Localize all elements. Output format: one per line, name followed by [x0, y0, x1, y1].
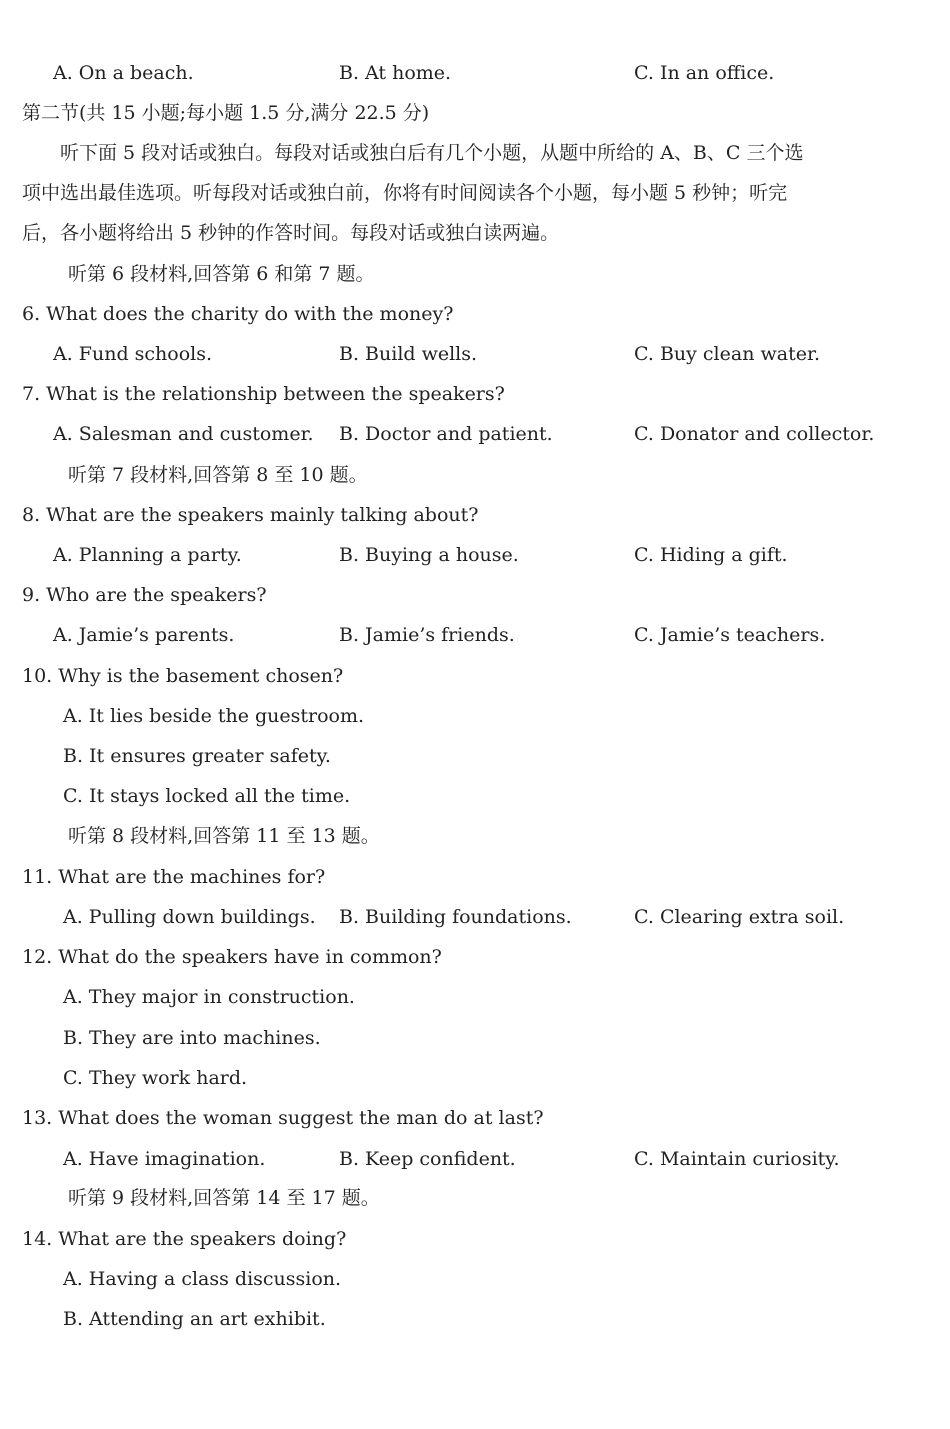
- question-9: [0, 580, 950, 610]
- instructions-line-3: 后，各小题将给出 5 秒钟的作答时间。每段对话或独白读两遍。: [22, 222, 560, 244]
- section-title-line: [0, 98, 950, 128]
- question-10-option-c-line: [0, 781, 950, 811]
- question-6-options: [0, 339, 950, 369]
- question-stem: 8. What are the speakers mainly talking about?: [22, 504, 479, 526]
- option-b: B. Building foundations.: [339, 906, 572, 928]
- option-c: C. Donator and collector.: [634, 423, 875, 445]
- option-b: B. Buying a house.: [339, 544, 519, 566]
- question-14: [0, 1224, 950, 1254]
- material-6-header: 听第 6 段材料,回答第 6 和第 7 题。: [68, 263, 375, 285]
- q5-options: [0, 58, 950, 88]
- question-6: [0, 299, 950, 329]
- material-7-header: 听第 7 段材料,回答第 8 至 10 题。: [68, 464, 368, 486]
- option-b: B. It ensures greater safety.: [63, 745, 331, 767]
- question-13-options: [0, 1144, 950, 1174]
- section-instructions: [22, 133, 928, 253]
- q5-option-b: B. At home.: [339, 62, 452, 84]
- section-title: 第二节(共 15 小题;每小题 1.5 分,满分 22.5 分): [22, 102, 430, 124]
- question-7-options: [0, 419, 950, 449]
- option-c: C. Jamie’s teachers.: [634, 624, 826, 646]
- question-14-option-b-line: [0, 1304, 950, 1334]
- question-stem: 7. What is the relationship between the speakers?: [22, 383, 505, 405]
- question-11-options: [0, 902, 950, 932]
- question-10: [0, 661, 950, 691]
- question-stem: 14. What are the speakers doing?: [22, 1228, 347, 1250]
- option-c: C. Maintain curiosity.: [634, 1148, 840, 1170]
- option-c: C. Clearing extra soil.: [634, 906, 845, 928]
- question-12-option-b-line: [0, 1023, 950, 1053]
- option-b: B. Keep confident.: [339, 1148, 516, 1170]
- question-12: [0, 942, 950, 972]
- material-8-header: 听第 8 段材料,回答第 11 至 13 题。: [68, 825, 380, 847]
- question-stem: 6. What does the charity do with the money?: [22, 303, 454, 325]
- material-9-header-line: [0, 1183, 950, 1213]
- question-13: [0, 1103, 950, 1133]
- option-b: B. Attending an art exhibit.: [63, 1308, 326, 1330]
- question-14-option-a-line: [0, 1264, 950, 1294]
- option-c: C. Hiding a gift.: [634, 544, 788, 566]
- question-12-option-a-line: [0, 982, 950, 1012]
- option-b: B. Doctor and patient.: [339, 423, 553, 445]
- question-8: [0, 500, 950, 530]
- question-9-options: [0, 620, 950, 650]
- option-c: C. Buy clean water.: [634, 343, 820, 365]
- option-a: A. Fund schools.: [53, 343, 213, 365]
- option-a: A. Salesman and customer.: [53, 423, 314, 445]
- question-10-option-b-line: [0, 741, 950, 771]
- question-11: [0, 862, 950, 892]
- question-stem: 12. What do the speakers have in common?: [22, 946, 442, 968]
- option-a: A. They major in construction.: [63, 986, 355, 1008]
- q5-option-a: A. On a beach.: [53, 62, 194, 84]
- question-7: [0, 379, 950, 409]
- question-10-option-a-line: [0, 701, 950, 731]
- option-b: B. Build wells.: [339, 343, 478, 365]
- option-a: A. Planning a party.: [53, 544, 242, 566]
- option-a: A. Have imagination.: [63, 1148, 266, 1170]
- material-6-header-line: [0, 259, 950, 289]
- question-stem: 9. Who are the speakers?: [22, 584, 267, 606]
- option-b: B. Jamie’s friends.: [339, 624, 515, 646]
- q5-option-c: C. In an office.: [634, 62, 775, 84]
- option-c: C. It stays locked all the time.: [63, 785, 351, 807]
- material-8-header-line: [0, 821, 950, 851]
- question-stem: 13. What does the woman suggest the man do at last?: [22, 1107, 544, 1129]
- instructions-line-1: 听下面 5 段对话或独白。每段对话或独白后有几个小题，从题中所给的 A、B、C 三个选: [22, 142, 804, 164]
- question-8-options: [0, 540, 950, 570]
- question-stem: 10. Why is the basement chosen?: [22, 665, 344, 687]
- option-a: A. Jamie’s parents.: [53, 624, 235, 646]
- instructions-line-2: 项中选出最佳选项。听每段对话或独白前，你将有时间阅读各个小题，每小题 5 秒钟；听完: [22, 182, 788, 204]
- option-a: A. Having a class discussion.: [63, 1268, 342, 1290]
- option-a: A. It lies beside the guestroom.: [63, 705, 365, 727]
- question-stem: 11. What are the machines for?: [22, 866, 326, 888]
- material-9-header: 听第 9 段材料,回答第 14 至 17 题。: [68, 1187, 380, 1209]
- option-a: A. Pulling down buildings.: [63, 906, 316, 928]
- option-b: B. They are into machines.: [63, 1027, 321, 1049]
- question-12-option-c-line: [0, 1063, 950, 1093]
- material-7-header-line: [0, 460, 950, 490]
- option-c: C. They work hard.: [63, 1067, 248, 1089]
